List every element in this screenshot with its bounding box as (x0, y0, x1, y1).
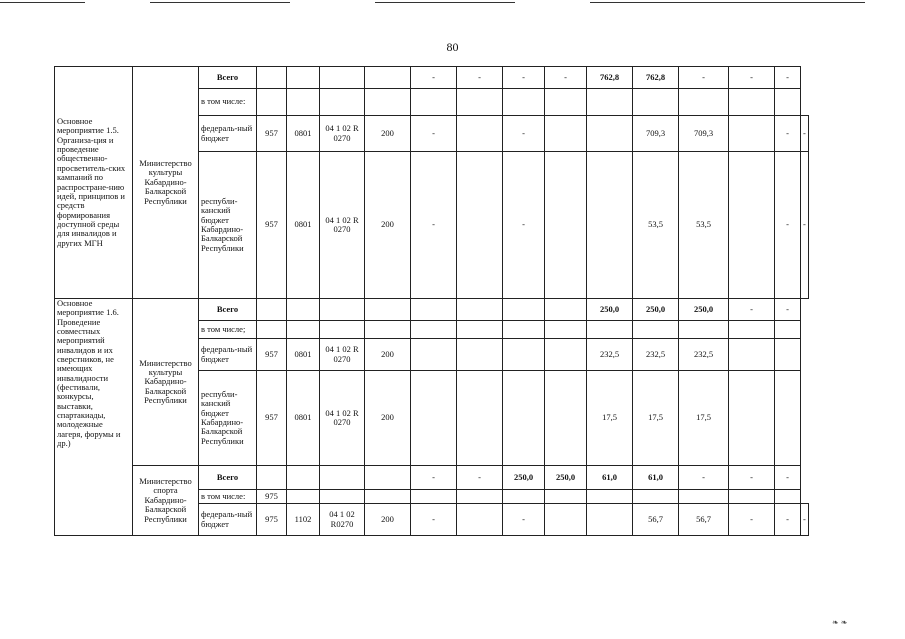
executor-cell: Министерство культуры Кабардино-Балкарской Республики (133, 67, 199, 299)
value-cell: 762,8 (587, 67, 633, 89)
csr-cell: 04 1 02 R 0270 (320, 371, 365, 466)
activity-cell: Основное мероприятие 1.6. Проведение совместных мероприятий инвалидов и их сверстников, не имеющих инвалидности (фестивали, конкурсы, выставки, спартакиады, молодежные лагеря, форумы и др.) (55, 299, 133, 536)
vr-cell: 200 (365, 152, 411, 299)
value-cell: 250,0 (545, 466, 587, 490)
value-cell: - (411, 116, 457, 152)
source-cell: республи-канский бюджет Кабардино-Балкарской Республики (199, 371, 257, 466)
rzpr-cell: 0801 (287, 339, 320, 371)
activity-cell: Основное мероприятие 1.5. Организа-ция и проведение общественно-просветитель-ских кампаний по распростране-нию идей, принципов и средств формирования доступной среды для инвалидов и других МГН (55, 67, 133, 299)
vr-cell: 200 (365, 504, 411, 536)
value-cell: - (679, 466, 729, 490)
header-rule-4 (590, 2, 865, 3)
rzpr-cell: 0801 (287, 371, 320, 466)
rzpr-cell: 0801 (287, 152, 320, 299)
source-cell: федераль-ный бюджет (199, 339, 257, 371)
value-cell: - (411, 504, 457, 536)
value-cell: 17,5 (633, 371, 679, 466)
csr-cell: 04 1 02 R 0270 (320, 116, 365, 152)
value-cell: - (411, 152, 457, 299)
value-cell: 250,0 (587, 299, 633, 321)
value-cell: - (729, 299, 775, 321)
page-number: 80 (446, 40, 459, 54)
vr-cell: 200 (365, 339, 411, 371)
value-cell: 53,5 (633, 152, 679, 299)
table-row (55, 67, 809, 89)
grbs-cell: 957 (257, 152, 287, 299)
value-cell: - (503, 504, 545, 536)
source-cell: в том числе: (199, 89, 257, 116)
header-rule-1 (0, 2, 85, 3)
value-cell: 17,5 (587, 371, 633, 466)
value-cell: - (411, 67, 457, 89)
executor-cell: Министерство культуры Кабардино-Балкарской Республики (133, 299, 199, 466)
value-cell: 250,0 (633, 299, 679, 321)
value-cell: - (679, 67, 729, 89)
table-row (55, 466, 809, 490)
value-cell: 250,0 (679, 299, 729, 321)
value-cell: 709,3 (633, 116, 679, 152)
value-cell: - (457, 67, 503, 89)
source-cell: федераль-ный бюджет (199, 504, 257, 536)
source-cell: Всего (199, 299, 257, 321)
value-cell: 61,0 (587, 466, 633, 490)
value-cell: 61,0 (633, 466, 679, 490)
value-cell: 709,3 (679, 116, 729, 152)
grbs-cell: 957 (257, 371, 287, 466)
value-cell: - (775, 67, 801, 89)
grbs-cell: 975 (257, 504, 287, 536)
value-cell: 56,7 (633, 504, 679, 536)
value-cell: - (503, 116, 545, 152)
value-cell: - (457, 466, 503, 490)
value-cell: - (801, 504, 809, 536)
value-cell: 250,0 (503, 466, 545, 490)
csr-cell: 04 1 02 R 0270 (320, 339, 365, 371)
value-cell: 17,5 (679, 371, 729, 466)
value-cell: 53,5 (679, 152, 729, 299)
header-rule-2 (150, 2, 290, 3)
value-cell: - (729, 504, 775, 536)
value-cell: - (775, 504, 801, 536)
scan-mark: ❧ ❧ (832, 618, 848, 627)
source-cell: в том числе; (199, 321, 257, 339)
csr-cell: 04 1 02 R0270 (320, 504, 365, 536)
value-cell: 232,5 (633, 339, 679, 371)
grbs-cell: 975 (257, 490, 287, 504)
grbs-cell: 957 (257, 116, 287, 152)
source-cell: в том числе: (199, 490, 257, 504)
value-cell: - (729, 67, 775, 89)
grbs-cell: 957 (257, 339, 287, 371)
source-cell: Всего (199, 466, 257, 490)
vr-cell: 200 (365, 116, 411, 152)
header-rule-3 (375, 2, 515, 3)
value-cell: 762,8 (633, 67, 679, 89)
executor-cell: Министерство спорта Кабардино-Балкарской Республики (133, 466, 199, 536)
value-cell: - (775, 152, 801, 299)
value-cell: 232,5 (679, 339, 729, 371)
table-row (55, 299, 809, 321)
value-cell: - (503, 152, 545, 299)
source-cell: Всего (199, 67, 257, 89)
value-cell: - (545, 67, 587, 89)
value-cell: 232,5 (587, 339, 633, 371)
value-cell: - (801, 152, 809, 299)
value-cell: - (503, 67, 545, 89)
rzpr-cell: 0801 (287, 116, 320, 152)
value-cell: - (411, 466, 457, 490)
source-cell: федераль-ный бюджет (199, 116, 257, 152)
rzpr-cell: 1102 (287, 504, 320, 536)
vr-cell: 200 (365, 371, 411, 466)
csr-cell: 04 1 02 R 0270 (320, 152, 365, 299)
value-cell: - (775, 466, 801, 490)
value-cell: - (775, 116, 801, 152)
value-cell: - (729, 466, 775, 490)
value-cell: - (775, 299, 801, 321)
value-cell: - (801, 116, 809, 152)
source-cell: республи-канский бюджет Кабардино-Балкарской Республики (199, 152, 257, 299)
budget-table (54, 66, 809, 536)
value-cell: 56,7 (679, 504, 729, 536)
